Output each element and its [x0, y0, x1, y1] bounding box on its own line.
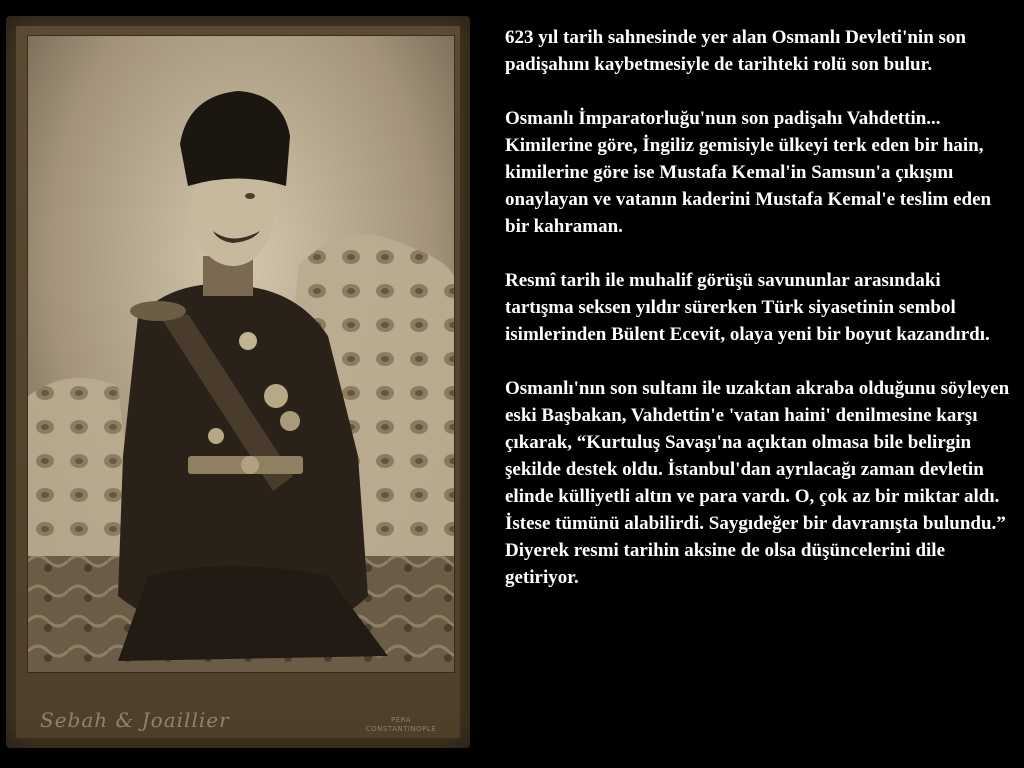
studio-location-line2: CONSTANTINOPLE: [365, 725, 437, 733]
medal: [239, 332, 257, 350]
paragraph-1: 623 yıl tarih sahnesinde yer alan Osmanlı Devleti'nin son padişahını kaybetmesiyle de tarihteki rolü son bulur.: [505, 27, 966, 75]
eye: [245, 193, 255, 199]
paragraph-2: Osmanlı İmparatorluğu'nun son padişahı Vahdettin... Kimilerine göre, İngiliz gemisiyle ülkeyi terk eden bir hain, kimilerine göre ise Mustafa Kemal'in Samsun'a çıkışını onaylayan ve vatanın kaderini Mustafa Kemal'e teslim eden bir kahraman.: [505, 108, 992, 237]
photographer-signature: Sebah & Joaillier: [40, 708, 230, 732]
medal: [280, 411, 300, 431]
belt-buckle: [241, 456, 259, 474]
portrait-photo: [28, 36, 454, 672]
studio-location-line1: PÉRA: [390, 716, 411, 724]
epaulette: [130, 301, 186, 321]
medal: [208, 428, 224, 444]
medal: [264, 384, 288, 408]
article-text: [505, 24, 1010, 591]
studio-location: [346, 716, 456, 734]
paragraph-3: Resmî tarih ile muhalif görüşü savununlar arasındaki tartışma seksen yıldır sürerken Türk siyasetinin sembol isimlerinden Bülent Ecevit, olaya yeni bir boyut kazandırdı.: [505, 270, 990, 345]
paragraph-4: Osmanlı'nın son sultanı ile uzaktan akraba olduğunu söyleyen eski Başbakan, Vahdettin'e 'vatan haini' denilmesine karşı çıkarak, “Kurtuluş Savaşı'na açıktan olmasa bile belirgin şekilde destek oldu. İstanbul'dan ayrılacağı zaman devletin elinde külliyetli altın ve para vardı. O, çok az bir miktar aldı. İstese tümünü alabilirdi. Saygıdeğer bir davranışta bulundu.” Diyerek resmi tarihin aksine de olsa düşüncelerini dile getiriyor.: [505, 378, 1010, 588]
photo-card: [6, 16, 470, 748]
portrait-illustration: [28, 36, 454, 672]
